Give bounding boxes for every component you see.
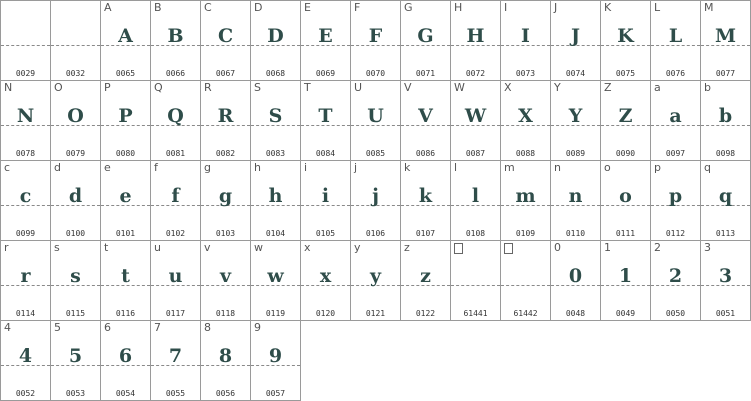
glyph-cell-label: K [604,1,612,14]
glyph-cell-label: o [604,161,611,174]
glyph-cell[interactable] [301,81,351,161]
glyph-cell[interactable] [1,1,51,81]
glyph-cell[interactable] [651,1,701,81]
glyph-cell-label: 9 [254,321,261,334]
glyph-preview: d [68,185,83,207]
glyph-code: 0032 [65,69,86,78]
glyph-preview: F [368,25,383,47]
glyph-cell-label: D [254,1,263,14]
glyph-preview: Y [568,105,583,127]
glyph-cell[interactable] [201,241,251,321]
glyph-code: 0054 [115,389,136,398]
glyph-cell-label: 8 [204,321,211,334]
glyph-cell-label: n [554,161,561,174]
glyph-cell-label: q [704,161,711,174]
glyph-cell[interactable] [251,241,301,321]
glyph-cell[interactable] [101,1,151,81]
glyph-code: 0116 [115,309,136,318]
glyph-preview: 0 [568,265,583,287]
glyph-cell-label: x [304,241,311,254]
glyph-cell[interactable] [601,241,651,321]
glyph-cell-label: c [4,161,11,174]
glyph-cell[interactable] [151,1,201,81]
glyph-cell[interactable] [351,81,401,161]
glyph-cell[interactable] [51,81,101,161]
glyph-preview: 7 [168,345,183,367]
glyph-cell[interactable] [301,1,351,81]
glyph-cell-label: e [104,161,111,174]
glyph-cell-label: N [4,81,13,94]
glyph-code: 0120 [315,309,336,318]
glyph-code: 0122 [415,309,436,318]
baseline-guide [1,45,50,46]
glyph-cell[interactable] [151,81,201,161]
glyph-cell-label: i [304,161,308,174]
glyph-code: 0066 [165,69,186,78]
glyph-code: 0052 [15,389,36,398]
glyph-preview: 8 [218,345,233,367]
glyph-preview: A [118,25,133,47]
glyph-preview: s [70,265,81,287]
glyph-preview: x [319,265,332,287]
glyph-cell[interactable] [1,81,51,161]
glyph-code: 0048 [565,309,586,318]
glyph-preview: z [420,265,431,287]
glyph-preview: 9 [268,345,283,367]
glyph-cell-label [454,242,463,254]
glyph-preview: I [521,25,530,47]
glyph-cell-label: M [704,1,714,14]
glyph-code: 0084 [315,149,336,158]
glyph-preview: h [268,185,283,207]
glyph-cell[interactable] [701,241,751,321]
glyph-cell[interactable] [651,161,701,241]
glyph-cell[interactable] [51,241,101,321]
baseline-guide [51,45,100,46]
glyph-preview: a [669,105,682,127]
glyph-preview: r [20,265,31,287]
glyph-code: 0076 [665,69,686,78]
glyph-cell-label: R [204,81,212,94]
glyph-cell-label: h [254,161,261,174]
glyph-code: 0069 [315,69,336,78]
glyph-preview: t [121,265,130,287]
glyph-code: 0102 [165,229,186,238]
glyph-preview: W [464,105,487,127]
glyph-cell[interactable] [151,321,201,401]
glyph-cell[interactable] [651,81,701,161]
glyph-cell-label: j [354,161,358,174]
glyph-preview: K [617,25,634,47]
glyph-code: 0049 [615,309,636,318]
glyph-cell-label: s [54,241,60,254]
glyph-preview: L [668,25,683,47]
glyph-code: 0072 [465,69,486,78]
glyph-code: 0029 [15,69,36,78]
glyph-cell-label: m [504,161,515,174]
glyph-preview: C [217,25,234,47]
glyph-cell[interactable] [401,1,451,81]
glyph-cell[interactable] [101,161,151,241]
glyph-code: 0083 [265,149,286,158]
glyph-cell[interactable] [351,1,401,81]
glyph-cell-label: H [454,1,463,14]
glyph-cell[interactable] [201,321,251,401]
glyph-cell[interactable] [301,161,351,241]
glyph-code: 0109 [515,229,536,238]
glyph-code: 0053 [65,389,86,398]
glyph-cell-label: 7 [154,321,161,334]
glyph-preview: k [418,185,433,207]
glyph-code: 0077 [715,69,736,78]
glyph-code: 0110 [565,229,586,238]
glyph-code: 0090 [615,149,636,158]
glyph-code: 0088 [515,149,536,158]
glyph-cell-label: Z [604,81,612,94]
glyph-code: 0079 [65,149,86,158]
glyph-cell-label: Q [154,81,163,94]
glyph-preview: p [668,185,683,207]
glyph-cell-label: y [354,241,361,254]
glyph-cell[interactable] [251,81,301,161]
glyph-cell-label: L [654,1,661,14]
glyph-cell[interactable] [601,81,651,161]
glyph-preview: l [471,185,480,207]
glyph-preview: 1 [618,265,633,287]
missing-glyph-box-icon [504,243,513,254]
glyph-cell[interactable] [701,1,751,81]
glyph-cell[interactable] [551,161,601,241]
glyph-code: 0101 [115,229,136,238]
glyph-code: 0051 [715,309,736,318]
glyph-cell-label: z [404,241,410,254]
glyph-preview: u [168,265,183,287]
glyph-preview: R [217,105,234,127]
glyph-cell-label: 3 [704,241,711,254]
glyph-preview: 3 [718,265,733,287]
glyph-preview: Q [167,105,184,127]
glyph-preview: 5 [68,345,83,367]
glyph-preview: D [267,25,284,47]
glyph-cell[interactable] [251,1,301,81]
glyph-cell[interactable] [101,321,151,401]
glyph-code: 0115 [65,309,86,318]
glyph-cell-label: f [154,161,158,174]
glyph-cell-label: b [704,81,711,94]
glyph-preview: w [267,265,284,287]
glyph-cell[interactable] [401,241,451,321]
glyph-cell[interactable] [201,1,251,81]
glyph-cell-label: E [304,1,311,14]
glyph-code: 0106 [365,229,386,238]
glyph-code: 0113 [715,229,736,238]
glyph-cell[interactable] [51,1,101,81]
glyph-cell[interactable] [451,241,501,321]
glyph-cell[interactable] [51,161,101,241]
glyph-code: 0081 [165,149,186,158]
glyph-cell[interactable] [501,81,551,161]
glyph-code: 0114 [15,309,36,318]
glyph-cell[interactable] [701,161,751,241]
glyph-code: 0078 [15,149,36,158]
glyph-cell[interactable] [401,81,451,161]
glyph-cell-label: 0 [554,241,561,254]
glyph-code: 0056 [215,389,236,398]
glyph-code: 0103 [215,229,236,238]
glyph-cell-label: T [304,81,311,94]
glyph-code: 0105 [315,229,336,238]
glyph-cell[interactable] [201,81,251,161]
glyph-preview: N [16,105,35,127]
glyph-cell[interactable] [551,1,601,81]
glyph-cell-label: P [104,81,111,94]
glyph-code: 0108 [465,229,486,238]
glyph-code: 0100 [65,229,86,238]
glyph-preview: 4 [18,345,33,367]
glyph-code: 0071 [415,69,436,78]
glyph-cell-label: I [504,1,508,14]
glyph-cell-label: G [404,1,413,14]
glyph-cell[interactable] [551,81,601,161]
glyph-cell[interactable] [1,321,51,401]
glyph-cell-label: 5 [54,321,61,334]
glyph-code: 0087 [465,149,486,158]
glyph-preview: J [571,25,580,47]
glyph-code: 0112 [665,229,686,238]
glyph-cell[interactable] [451,1,501,81]
glyph-code: 0111 [615,229,636,238]
glyph-code: 0107 [415,229,436,238]
glyph-preview: e [119,185,132,207]
glyph-cell-label: J [554,1,558,14]
glyph-code: 0089 [565,149,586,158]
glyph-cell-label: S [254,81,261,94]
glyph-preview: X [518,105,533,127]
baseline-guide [451,285,500,286]
glyph-cell[interactable] [1,241,51,321]
glyph-code: 0065 [115,69,136,78]
glyph-preview: 6 [118,345,133,367]
glyph-cell-label: U [354,81,363,94]
glyph-code: 0119 [265,309,286,318]
glyph-cell[interactable] [501,161,551,241]
glyph-preview: E [318,25,333,47]
glyph-cell-label: a [654,81,661,94]
glyph-cell[interactable] [151,241,201,321]
glyph-cell-label: l [454,161,458,174]
glyph-code: 0104 [265,229,286,238]
glyph-cell[interactable] [251,321,301,401]
glyph-code: 0057 [265,389,286,398]
glyph-cell[interactable] [451,161,501,241]
glyph-cell-label: 4 [4,321,11,334]
glyph-preview: f [171,185,180,207]
glyph-cell[interactable] [51,321,101,401]
glyph-preview: g [218,185,233,207]
glyph-cell-label: Y [554,81,561,94]
glyph-cell-label: w [254,241,263,254]
glyph-preview: 2 [668,265,683,287]
glyph-code: 0073 [515,69,536,78]
glyph-code: 0070 [365,69,386,78]
glyph-cell-label: F [354,1,361,14]
glyph-preview: G [417,25,434,47]
glyph-preview: i [321,185,330,207]
glyph-code: 0121 [365,309,386,318]
glyph-cell-label: d [54,161,61,174]
glyph-cell[interactable] [351,241,401,321]
glyph-preview: O [67,105,84,127]
glyph-cell[interactable] [701,81,751,161]
glyph-preview: P [118,105,133,127]
glyph-cell[interactable] [251,161,301,241]
glyph-preview: T [318,105,333,127]
glyph-cell[interactable] [1,161,51,241]
glyph-cell-label: k [404,161,411,174]
glyph-cell-label: O [54,81,63,94]
glyph-cell[interactable] [501,241,551,321]
glyph-code: 61441 [463,309,488,318]
glyph-preview: c [19,185,32,207]
glyph-preview: v [219,265,232,287]
glyph-cell[interactable] [451,81,501,161]
glyph-cell[interactable] [651,241,701,321]
glyph-code: 0080 [115,149,136,158]
glyph-code: 0067 [215,69,236,78]
glyph-code: 0086 [415,149,436,158]
glyph-cell-label: p [654,161,661,174]
glyph-cell-label: 1 [604,241,611,254]
glyph-code: 0097 [665,149,686,158]
glyph-code: 0117 [165,309,186,318]
baseline-guide [501,285,550,286]
glyph-cell-label: v [204,241,211,254]
glyph-preview: B [167,25,184,47]
glyph-cell[interactable] [601,161,651,241]
glyph-code: 0082 [215,149,236,158]
glyph-cell[interactable] [301,241,351,321]
glyph-code: 0098 [715,149,736,158]
glyph-cell-label: u [154,241,161,254]
glyph-cell-label: 6 [104,321,111,334]
glyph-cell-label: V [404,81,412,94]
glyph-code: 0074 [565,69,586,78]
glyph-cell-label: t [104,241,109,254]
glyph-preview: q [718,185,733,207]
glyph-code: 0085 [365,149,386,158]
glyph-cell[interactable] [401,161,451,241]
glyph-code: 0068 [265,69,286,78]
glyph-cell-label: W [454,81,465,94]
glyph-preview: Z [618,105,633,127]
glyph-cell[interactable] [151,161,201,241]
glyph-cell-label: A [104,1,112,14]
glyph-cell[interactable] [201,161,251,241]
glyph-cell-label: 2 [654,241,661,254]
glyph-preview: S [268,105,283,127]
missing-glyph-box-icon [454,243,463,254]
glyph-cell[interactable] [551,241,601,321]
glyph-preview: U [367,105,384,127]
glyph-code: 0099 [15,229,36,238]
glyph-preview: V [418,105,433,127]
glyph-cell-label [504,242,513,254]
glyph-cell-label: r [4,241,9,254]
glyph-preview: b [718,105,733,127]
glyph-preview: j [372,185,379,207]
glyph-code: 0118 [215,309,236,318]
glyph-cell[interactable] [351,161,401,241]
glyph-code: 0055 [165,389,186,398]
glyph-preview: o [619,185,632,207]
glyph-preview: m [515,185,536,207]
glyph-cell-label: B [154,1,162,14]
glyph-cell[interactable] [101,241,151,321]
glyph-preview: M [714,25,737,47]
glyph-cell[interactable] [101,81,151,161]
glyph-cell-label: C [204,1,212,14]
glyph-code: 0075 [615,69,636,78]
glyph-code: 61442 [513,309,538,318]
glyph-cell-label: X [504,81,512,94]
glyph-code: 0050 [665,309,686,318]
glyph-cell[interactable] [501,1,551,81]
glyph-cell-label: g [204,161,211,174]
glyph-preview: y [369,265,382,287]
glyph-preview: n [568,185,583,207]
glyph-preview: H [466,25,485,47]
glyph-cell[interactable] [601,1,651,81]
